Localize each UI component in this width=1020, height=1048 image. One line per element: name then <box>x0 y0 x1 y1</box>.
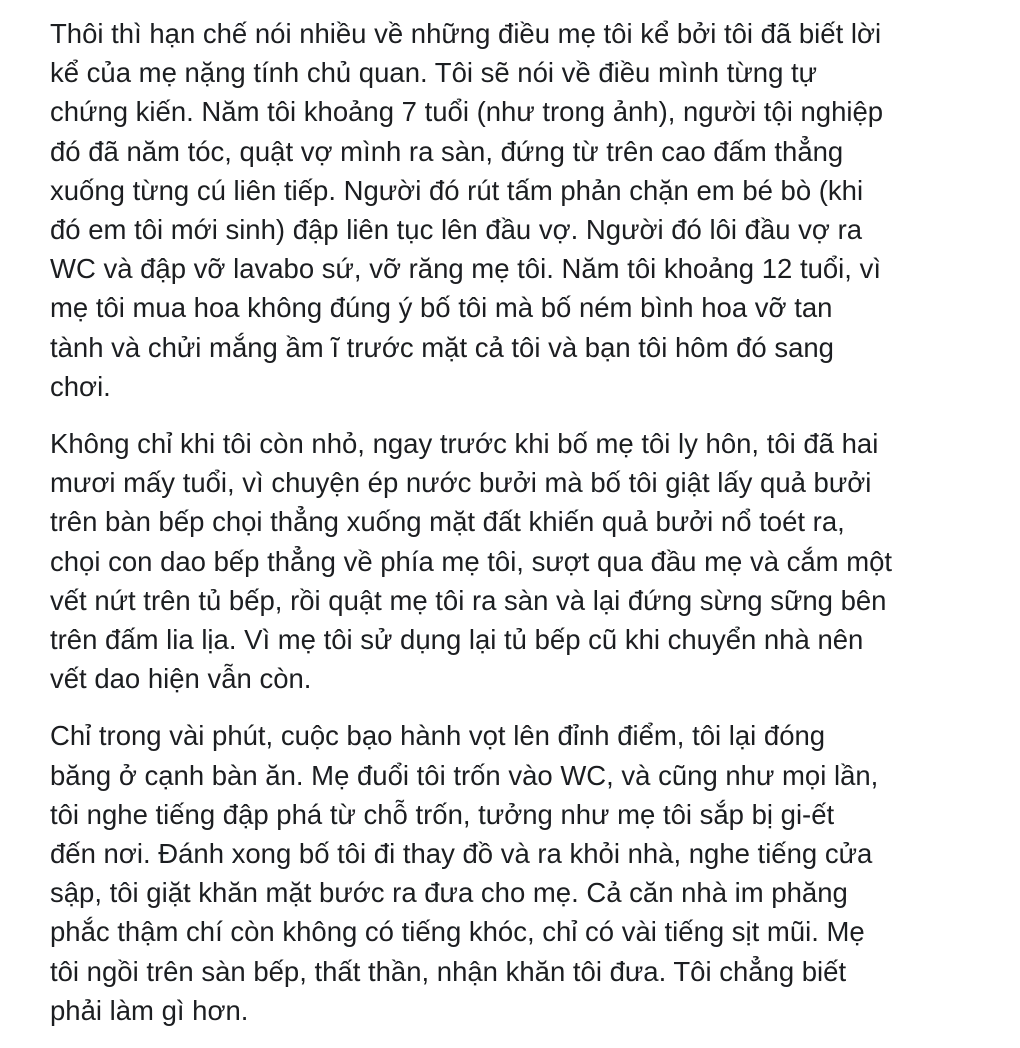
text-line: Không chỉ khi tôi còn nhỏ, ngay trước khi bố mẹ tôi ly hôn, tôi đã hai <box>50 428 879 460</box>
text-line: mươi mấy tuổi, vì chuyện ép nước bưởi mà bố tôi giật lấy quả bưởi <box>50 467 872 499</box>
text-line: Chỉ trong vài phút, cuộc bạo hành vọt lên đỉnh điểm, tôi lại đóng <box>50 720 826 752</box>
text-line: chứng kiến. Năm tôi khoảng 7 tuổi (như trong ảnh), người tội nghiệp <box>50 96 884 128</box>
text-line: trên đấm lia lịa. Vì mẹ tôi sử dụng lại tủ bếp cũ khi chuyển nhà nên <box>50 624 864 656</box>
text-line: vết nứt trên tủ bếp, rồi quật mẹ tôi ra sàn và lại đứng sừng sững bên <box>50 584 887 616</box>
post-body <box>50 14 980 1048</box>
text-line: đó đã năm tóc, quật vợ mình ra sàn, đứng từ trên cao đấm thẳng <box>50 135 844 167</box>
text-line: chọi con dao bếp thẳng về phía mẹ tôi, sượt qua đầu mẹ và cắm một <box>50 545 893 577</box>
text-line: sập, tôi giặt khăn mặt bước ra đưa cho mẹ. Cả căn nhà im phăng <box>50 877 848 909</box>
paragraph-2 <box>50 424 980 698</box>
text-line: kể của mẹ nặng tính chủ quan. Tôi sẽ nói về điều mình từng tự <box>50 57 818 89</box>
text-line: đó em tôi mới sinh) đập liên tục lên đầu vợ. Người đó lôi đầu vợ ra <box>50 214 863 246</box>
text-line: phắc thậm chí còn không có tiếng khóc, chỉ có vài tiếng sịt mũi. Mẹ <box>50 916 865 948</box>
text-line: phải làm gì hơn. <box>50 994 249 1026</box>
text-line: đến nơi. Đánh xong bố tôi đi thay đồ và ra khỏi nhà, nghe tiếng cửa <box>50 838 873 870</box>
text-line: băng ở cạnh bàn ăn. Mẹ đuổi tôi trốn vào WC, và cũng như mọi lần, <box>50 759 879 791</box>
text-line: mẹ tôi mua hoa không đúng ý bố tôi mà bố ném bình hoa vỡ tan <box>50 292 833 324</box>
text-line: chơi. <box>50 370 111 402</box>
text-line: tành và chửi mắng ầm ĩ trước mặt cả tôi và bạn tôi hôm đó sang <box>50 331 834 363</box>
text-line: tôi ngồi trên sàn bếp, thất thần, nhận khăn tôi đưa. Tôi chẳng biết <box>50 955 847 987</box>
text-line: vết dao hiện vẫn còn. <box>50 663 312 695</box>
text-line: xuống từng cú liên tiếp. Người đó rút tấm phản chặn em bé bò (khi <box>50 174 864 206</box>
text-line: tôi nghe tiếng đập phá từ chỗ trốn, tưởng như mẹ tôi sắp bị gi-ết <box>50 798 835 830</box>
paragraph-3 <box>50 716 980 1030</box>
text-line: WC và đập vỡ lavabo sứ, vỡ răng mẹ tôi. Năm tôi khoảng 12 tuổi, vì <box>50 253 881 285</box>
paragraph-1 <box>50 14 980 406</box>
text-line: Thôi thì hạn chế nói nhiều về những điều mẹ tôi kể bởi tôi đã biết lời <box>50 18 882 49</box>
text-line: trên bàn bếp chọi thẳng xuống mặt đất khiến quả bưởi nổ toét ra, <box>50 506 845 538</box>
